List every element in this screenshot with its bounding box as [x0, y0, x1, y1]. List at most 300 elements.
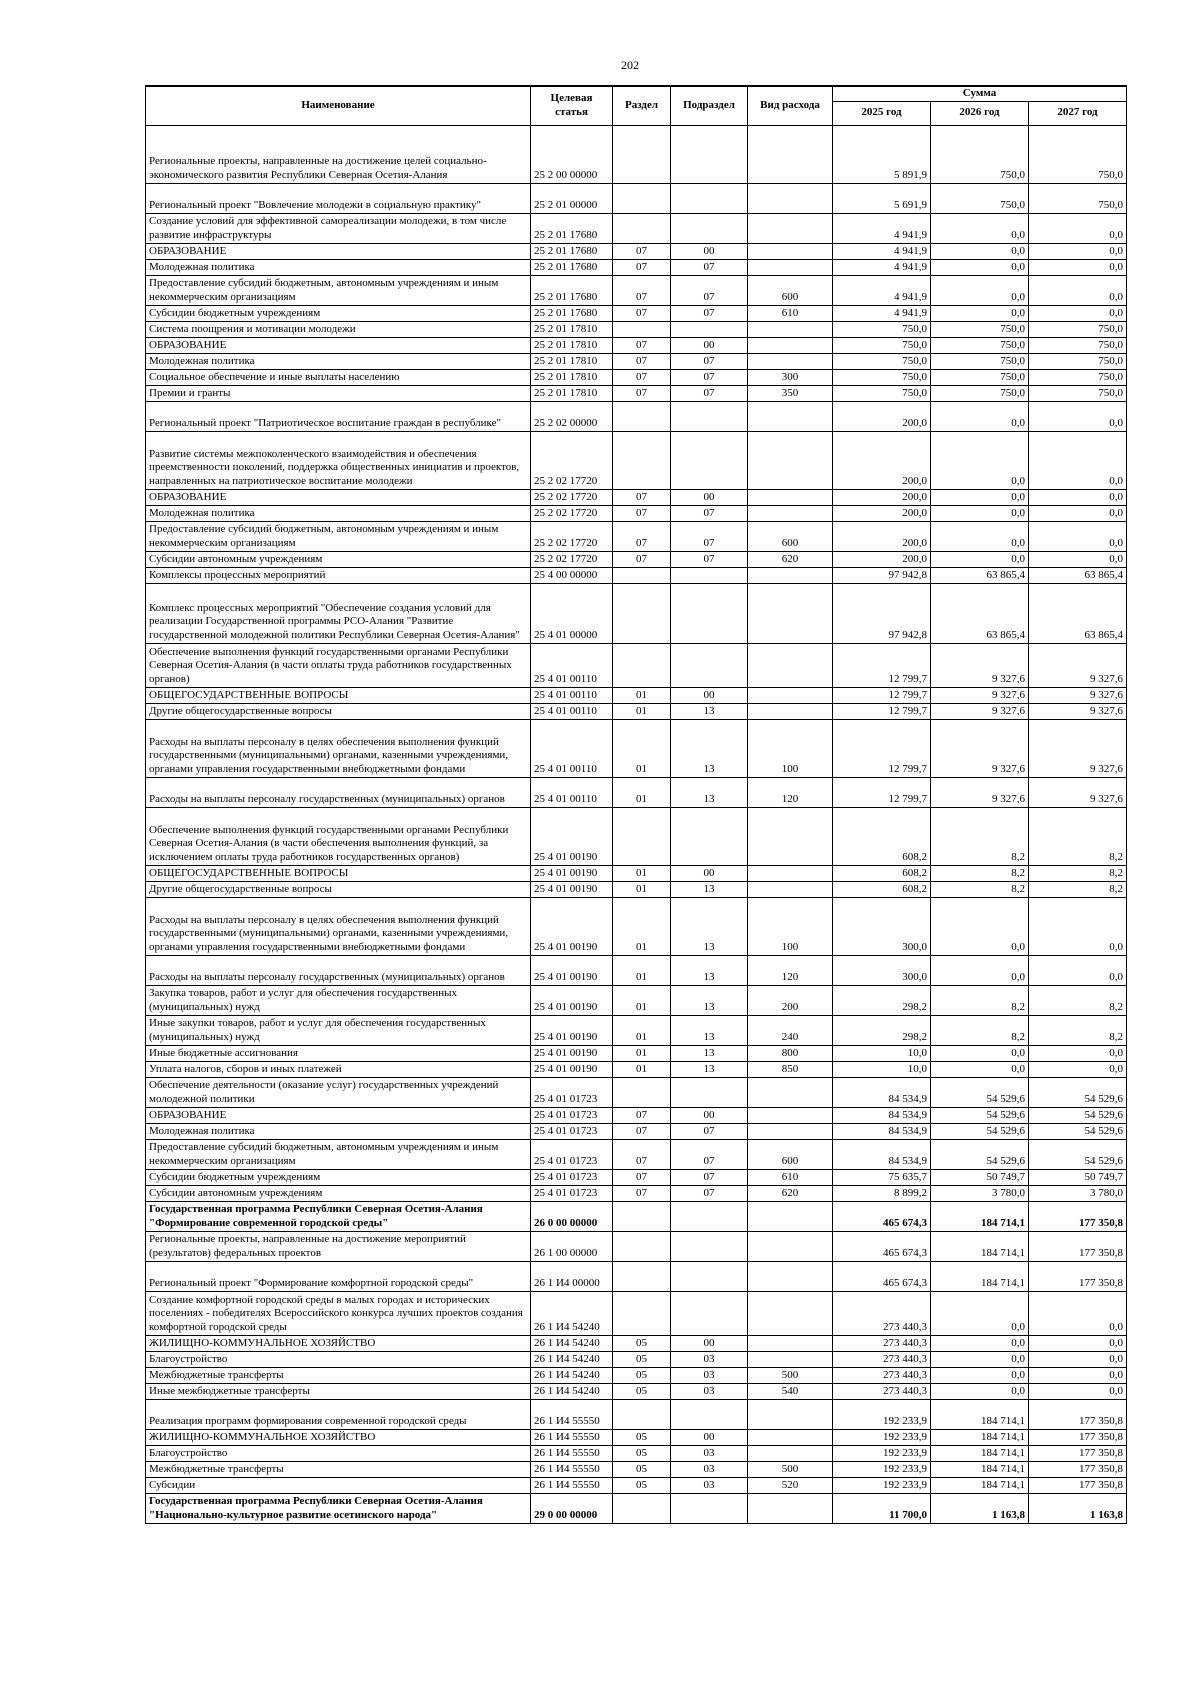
cell-amount-2025: 465 674,3	[833, 1201, 931, 1231]
cell-amount-2027: 0,0	[1029, 489, 1127, 505]
cell-subsection: 00	[671, 865, 748, 881]
cell-subsection: 13	[671, 777, 748, 807]
cell-amount-2025: 12 799,7	[833, 703, 931, 719]
cell-subsection	[671, 1399, 748, 1429]
cell-target-code: 26 1 И4 55550	[531, 1461, 613, 1477]
cell-expense-type: 500	[748, 1367, 833, 1383]
cell-target-code: 25 4 01 00190	[531, 1015, 613, 1045]
table-row	[146, 777, 1127, 807]
cell-name: Обеспечение выполнения функций государственными органами Республики Северная Осетия-Алания (в части обеспечения выполнения функций, за исключением оплаты труда работников государственных органов)	[146, 807, 531, 865]
cell-target-code: 25 4 00 00000	[531, 567, 613, 583]
cell-expense-type	[748, 1399, 833, 1429]
cell-name: Субсидии бюджетным учреждениям	[146, 305, 531, 321]
cell-section	[613, 401, 671, 431]
cell-amount-2026: 184 714,1	[931, 1231, 1029, 1261]
cell-amount-2025: 608,2	[833, 865, 931, 881]
cell-target-code: 25 2 01 17810	[531, 353, 613, 369]
cell-expense-type	[748, 1201, 833, 1231]
cell-subsection: 07	[671, 505, 748, 521]
cell-amount-2025: 75 635,7	[833, 1169, 931, 1185]
cell-expense-type	[748, 183, 833, 213]
cell-amount-2026: 184 714,1	[931, 1261, 1029, 1291]
table-row	[146, 505, 1127, 521]
cell-expense-type	[748, 243, 833, 259]
cell-expense-type	[748, 1231, 833, 1261]
cell-target-code: 25 4 01 00190	[531, 985, 613, 1015]
table-row	[146, 369, 1127, 385]
cell-amount-2026: 0,0	[931, 401, 1029, 431]
header-year-2026: 2026 год	[931, 101, 1029, 125]
cell-amount-2025: 97 942,8	[833, 583, 931, 643]
cell-amount-2026: 8,2	[931, 807, 1029, 865]
table-row	[146, 431, 1127, 489]
cell-subsection	[671, 213, 748, 243]
cell-amount-2027: 54 529,6	[1029, 1123, 1127, 1139]
cell-target-code: 25 4 01 00110	[531, 687, 613, 703]
table-row	[146, 881, 1127, 897]
header-target: Целевая статья	[531, 86, 613, 125]
cell-target-code: 26 1 И4 54240	[531, 1383, 613, 1399]
cell-amount-2026: 8,2	[931, 1015, 1029, 1045]
cell-amount-2027: 750,0	[1029, 337, 1127, 353]
cell-section: 01	[613, 1045, 671, 1061]
cell-amount-2026: 184 714,1	[931, 1399, 1029, 1429]
cell-amount-2026: 0,0	[931, 551, 1029, 567]
cell-name: Социальное обеспечение и иные выплаты населению	[146, 369, 531, 385]
cell-amount-2026: 0,0	[931, 431, 1029, 489]
cell-name: Региональные проекты, направленные на достижение мероприятий (результатов) федеральных проектов	[146, 1231, 531, 1261]
cell-target-code: 25 4 01 00000	[531, 583, 613, 643]
cell-expense-type	[748, 125, 833, 183]
cell-subsection	[671, 321, 748, 337]
cell-expense-type	[748, 1335, 833, 1351]
cell-subsection: 03	[671, 1351, 748, 1367]
cell-amount-2026: 9 327,6	[931, 703, 1029, 719]
cell-name: Другие общегосударственные вопросы	[146, 881, 531, 897]
cell-amount-2027: 0,0	[1029, 1367, 1127, 1383]
cell-amount-2026: 184 714,1	[931, 1477, 1029, 1493]
cell-amount-2027: 0,0	[1029, 431, 1127, 489]
cell-section: 01	[613, 1061, 671, 1077]
cell-subsection: 13	[671, 881, 748, 897]
cell-target-code: 25 4 01 01723	[531, 1139, 613, 1169]
cell-target-code: 26 1 И4 55550	[531, 1477, 613, 1493]
cell-amount-2025: 4 941,9	[833, 305, 931, 321]
cell-target-code: 26 1 И4 00000	[531, 1261, 613, 1291]
table-row	[146, 955, 1127, 985]
cell-amount-2027: 0,0	[1029, 243, 1127, 259]
cell-section	[613, 1077, 671, 1107]
cell-amount-2026: 1 163,8	[931, 1493, 1029, 1523]
cell-subsection	[671, 431, 748, 489]
cell-amount-2027: 8,2	[1029, 1015, 1127, 1045]
cell-amount-2025: 10,0	[833, 1061, 931, 1077]
cell-name: Региональный проект "Формирование комфортной городской среды"	[146, 1261, 531, 1291]
cell-amount-2027: 0,0	[1029, 521, 1127, 551]
table-row	[146, 643, 1127, 687]
cell-expense-type: 620	[748, 1185, 833, 1201]
cell-name: Закупка товаров, работ и услуг для обеспечения государственных (муниципальных) нужд	[146, 985, 531, 1015]
cell-target-code: 25 4 01 01723	[531, 1123, 613, 1139]
cell-amount-2027: 750,0	[1029, 369, 1127, 385]
cell-target-code: 25 4 01 00190	[531, 897, 613, 955]
cell-name: Расходы на выплаты персоналу в целях обеспечения выполнения функций государственными (муниципальными) органами, казенными учреждениями, органами управления государственными внебюджетными фондами	[146, 719, 531, 777]
cell-expense-type: 800	[748, 1045, 833, 1061]
cell-amount-2025: 273 440,3	[833, 1291, 931, 1335]
cell-amount-2027: 177 350,8	[1029, 1261, 1127, 1291]
cell-expense-type	[748, 1107, 833, 1123]
cell-amount-2027: 750,0	[1029, 183, 1127, 213]
cell-expense-type	[748, 259, 833, 275]
cell-section: 07	[613, 1123, 671, 1139]
cell-name: Региональный проект "Патриотическое воспитание граждан в республике"	[146, 401, 531, 431]
cell-amount-2027: 9 327,6	[1029, 703, 1127, 719]
cell-amount-2026: 9 327,6	[931, 777, 1029, 807]
table-row	[146, 401, 1127, 431]
table-row	[146, 985, 1127, 1015]
header-section: Раздел	[613, 86, 671, 125]
cell-expense-type: 850	[748, 1061, 833, 1077]
cell-section: 01	[613, 985, 671, 1015]
cell-section: 07	[613, 305, 671, 321]
cell-amount-2026: 184 714,1	[931, 1201, 1029, 1231]
cell-expense-type: 120	[748, 955, 833, 985]
cell-amount-2027: 9 327,6	[1029, 777, 1127, 807]
cell-amount-2026: 50 749,7	[931, 1169, 1029, 1185]
cell-name: Региональный проект "Вовлечение молодежи в социальную практику"	[146, 183, 531, 213]
cell-amount-2025: 10,0	[833, 1045, 931, 1061]
cell-amount-2026: 0,0	[931, 1351, 1029, 1367]
cell-name: Государственная программа Республики Северная Осетия-Алания "Национально-культурное развитие осетинского народа"	[146, 1493, 531, 1523]
cell-amount-2025: 200,0	[833, 505, 931, 521]
table-row	[146, 353, 1127, 369]
cell-name: Расходы на выплаты персоналу государственных (муниципальных) органов	[146, 777, 531, 807]
cell-expense-type: 120	[748, 777, 833, 807]
cell-amount-2025: 273 440,3	[833, 1351, 931, 1367]
cell-amount-2027: 54 529,6	[1029, 1077, 1127, 1107]
cell-amount-2026: 8,2	[931, 985, 1029, 1015]
cell-target-code: 25 2 01 17680	[531, 305, 613, 321]
cell-amount-2026: 0,0	[931, 259, 1029, 275]
cell-expense-type	[748, 505, 833, 521]
cell-target-code: 25 4 01 00110	[531, 719, 613, 777]
table-row	[146, 719, 1127, 777]
cell-target-code: 26 1 И4 55550	[531, 1445, 613, 1461]
cell-amount-2027: 0,0	[1029, 551, 1127, 567]
cell-amount-2026: 9 327,6	[931, 643, 1029, 687]
cell-target-code: 25 4 01 00190	[531, 807, 613, 865]
cell-name: ОБЩЕГОСУДАРСТВЕННЫЕ ВОПРОСЫ	[146, 687, 531, 703]
cell-expense-type	[748, 337, 833, 353]
cell-subsection: 07	[671, 551, 748, 567]
cell-amount-2026: 0,0	[931, 243, 1029, 259]
cell-section: 07	[613, 259, 671, 275]
header-name: Наименование	[146, 86, 531, 125]
cell-section	[613, 1261, 671, 1291]
cell-section: 05	[613, 1335, 671, 1351]
table-body	[146, 125, 1127, 1523]
cell-section: 01	[613, 687, 671, 703]
cell-amount-2025: 200,0	[833, 401, 931, 431]
cell-section: 05	[613, 1367, 671, 1383]
cell-amount-2026: 0,0	[931, 1061, 1029, 1077]
cell-amount-2027: 750,0	[1029, 321, 1127, 337]
table-row	[146, 243, 1127, 259]
cell-section	[613, 431, 671, 489]
cell-amount-2027: 0,0	[1029, 1351, 1127, 1367]
cell-subsection: 00	[671, 243, 748, 259]
cell-name: Молодежная политика	[146, 505, 531, 521]
cell-section	[613, 321, 671, 337]
cell-name: Комплекс процессных мероприятий "Обеспечение создания условий для реализации Государственной программы РСО-Алания "Развитие государственной молодежной политики Республики Северная Осетия-Алания"	[146, 583, 531, 643]
table-row	[146, 1045, 1127, 1061]
cell-expense-type	[748, 1261, 833, 1291]
cell-section: 01	[613, 1015, 671, 1045]
cell-subsection: 13	[671, 1045, 748, 1061]
cell-subsection	[671, 1493, 748, 1523]
cell-name: Обеспечение выполнения функций государственными органами Республики Северная Осетия-Алания (в части оплаты труда работников государственных органов)	[146, 643, 531, 687]
cell-subsection	[671, 1291, 748, 1335]
cell-section	[613, 583, 671, 643]
cell-expense-type	[748, 353, 833, 369]
cell-name: Комплексы процессных мероприятий	[146, 567, 531, 583]
cell-amount-2026: 0,0	[931, 505, 1029, 521]
budget-table	[145, 85, 1127, 1524]
cell-amount-2025: 608,2	[833, 881, 931, 897]
cell-expense-type	[748, 1077, 833, 1107]
cell-amount-2027: 177 350,8	[1029, 1429, 1127, 1445]
cell-section: 07	[613, 353, 671, 369]
cell-amount-2027: 0,0	[1029, 897, 1127, 955]
cell-amount-2025: 97 942,8	[833, 567, 931, 583]
cell-name: ОБРАЗОВАНИЕ	[146, 489, 531, 505]
table-row	[146, 1061, 1127, 1077]
cell-name: ЖИЛИЩНО-КОММУНАЛЬНОЕ ХОЗЯЙСТВО	[146, 1335, 531, 1351]
table-row	[146, 807, 1127, 865]
cell-amount-2027: 177 350,8	[1029, 1231, 1127, 1261]
cell-section: 01	[613, 955, 671, 985]
table-row	[146, 275, 1127, 305]
cell-amount-2026: 0,0	[931, 305, 1029, 321]
cell-subsection: 07	[671, 353, 748, 369]
cell-amount-2027: 54 529,6	[1029, 1107, 1127, 1123]
cell-name: Уплата налогов, сборов и иных платежей	[146, 1061, 531, 1077]
cell-amount-2027: 50 749,7	[1029, 1169, 1127, 1185]
cell-amount-2025: 84 534,9	[833, 1107, 931, 1123]
cell-amount-2027: 750,0	[1029, 385, 1127, 401]
cell-target-code: 25 2 01 17810	[531, 337, 613, 353]
table-row	[146, 687, 1127, 703]
cell-section	[613, 1231, 671, 1261]
cell-expense-type	[748, 1429, 833, 1445]
cell-section: 05	[613, 1429, 671, 1445]
cell-subsection	[671, 807, 748, 865]
cell-amount-2026: 63 865,4	[931, 567, 1029, 583]
cell-expense-type: 200	[748, 985, 833, 1015]
cell-amount-2026: 0,0	[931, 213, 1029, 243]
cell-section: 07	[613, 1169, 671, 1185]
table-row	[146, 1169, 1127, 1185]
cell-subsection: 07	[671, 1123, 748, 1139]
cell-target-code: 25 2 01 17680	[531, 259, 613, 275]
cell-name: ОБРАЗОВАНИЕ	[146, 337, 531, 353]
cell-amount-2026: 9 327,6	[931, 719, 1029, 777]
table-row	[146, 1185, 1127, 1201]
table-row	[146, 385, 1127, 401]
cell-amount-2025: 465 674,3	[833, 1231, 931, 1261]
cell-section: 07	[613, 275, 671, 305]
cell-amount-2025: 750,0	[833, 337, 931, 353]
cell-section	[613, 1291, 671, 1335]
cell-amount-2025: 4 941,9	[833, 243, 931, 259]
cell-subsection: 07	[671, 259, 748, 275]
cell-name: Иные закупки товаров, работ и услуг для обеспечения государственных (муниципальных) нужд	[146, 1015, 531, 1045]
cell-amount-2025: 84 534,9	[833, 1077, 931, 1107]
cell-name: Премии и гранты	[146, 385, 531, 401]
cell-expense-type	[748, 401, 833, 431]
cell-expense-type: 500	[748, 1461, 833, 1477]
cell-amount-2027: 9 327,6	[1029, 719, 1127, 777]
cell-target-code: 26 1 И4 54240	[531, 1367, 613, 1383]
cell-name: Молодежная политика	[146, 353, 531, 369]
cell-section: 07	[613, 1107, 671, 1123]
cell-amount-2027: 63 865,4	[1029, 567, 1127, 583]
table-row	[146, 1291, 1127, 1335]
table-row	[146, 1139, 1127, 1169]
cell-amount-2027: 177 350,8	[1029, 1477, 1127, 1493]
cell-name: Расходы на выплаты персоналу государственных (муниципальных) органов	[146, 955, 531, 985]
table-row	[146, 321, 1127, 337]
cell-subsection	[671, 401, 748, 431]
cell-subsection: 07	[671, 369, 748, 385]
cell-amount-2027: 8,2	[1029, 881, 1127, 897]
cell-expense-type: 240	[748, 1015, 833, 1045]
cell-name: ОБЩЕГОСУДАРСТВЕННЫЕ ВОПРОСЫ	[146, 865, 531, 881]
cell-amount-2025: 5 891,9	[833, 125, 931, 183]
cell-target-code: 25 2 01 17680	[531, 243, 613, 259]
cell-name: Расходы на выплаты персоналу в целях обеспечения выполнения функций государственными (муниципальными) органами, казенными учреждениями, органами управления государственными внебюджетными фондами	[146, 897, 531, 955]
cell-amount-2026: 0,0	[931, 1383, 1029, 1399]
table-row	[146, 1077, 1127, 1107]
cell-amount-2026: 750,0	[931, 125, 1029, 183]
cell-amount-2025: 192 233,9	[833, 1429, 931, 1445]
cell-amount-2025: 750,0	[833, 369, 931, 385]
cell-amount-2027: 0,0	[1029, 505, 1127, 521]
cell-name: Благоустройство	[146, 1351, 531, 1367]
cell-section: 07	[613, 385, 671, 401]
cell-target-code: 25 4 01 01723	[531, 1077, 613, 1107]
cell-section: 05	[613, 1477, 671, 1493]
header-sum: Сумма	[833, 86, 1127, 101]
cell-subsection: 13	[671, 719, 748, 777]
cell-expense-type: 620	[748, 551, 833, 567]
cell-amount-2027: 0,0	[1029, 401, 1127, 431]
cell-amount-2026: 8,2	[931, 881, 1029, 897]
cell-amount-2025: 300,0	[833, 897, 931, 955]
cell-subsection: 13	[671, 703, 748, 719]
table-row	[146, 865, 1127, 881]
cell-amount-2025: 200,0	[833, 551, 931, 567]
cell-expense-type	[748, 643, 833, 687]
cell-amount-2025: 298,2	[833, 985, 931, 1015]
cell-name: Благоустройство	[146, 1445, 531, 1461]
cell-section: 01	[613, 777, 671, 807]
cell-amount-2025: 200,0	[833, 431, 931, 489]
cell-subsection: 07	[671, 1185, 748, 1201]
cell-subsection	[671, 567, 748, 583]
table-row	[146, 897, 1127, 955]
cell-section	[613, 125, 671, 183]
cell-amount-2025: 300,0	[833, 955, 931, 985]
cell-amount-2025: 200,0	[833, 521, 931, 551]
cell-expense-type: 600	[748, 275, 833, 305]
cell-target-code: 25 2 02 17720	[531, 521, 613, 551]
cell-amount-2025: 84 534,9	[833, 1139, 931, 1169]
cell-amount-2027: 0,0	[1029, 275, 1127, 305]
cell-section	[613, 213, 671, 243]
cell-amount-2027: 177 350,8	[1029, 1399, 1127, 1429]
table-row	[146, 1335, 1127, 1351]
cell-amount-2026: 750,0	[931, 183, 1029, 213]
cell-target-code: 25 4 01 00110	[531, 777, 613, 807]
cell-target-code: 25 2 02 17720	[531, 505, 613, 521]
cell-target-code: 25 4 01 00110	[531, 703, 613, 719]
cell-amount-2026: 0,0	[931, 1335, 1029, 1351]
cell-subsection	[671, 125, 748, 183]
cell-name: Субсидии	[146, 1477, 531, 1493]
cell-amount-2027: 0,0	[1029, 259, 1127, 275]
cell-subsection: 07	[671, 275, 748, 305]
cell-section	[613, 643, 671, 687]
cell-expense-type	[748, 1493, 833, 1523]
cell-expense-type	[748, 687, 833, 703]
cell-section: 01	[613, 897, 671, 955]
cell-target-code: 25 2 01 17680	[531, 213, 613, 243]
cell-section: 05	[613, 1383, 671, 1399]
cell-subsection: 00	[671, 489, 748, 505]
cell-subsection	[671, 643, 748, 687]
cell-amount-2025: 12 799,7	[833, 777, 931, 807]
cell-subsection: 13	[671, 955, 748, 985]
cell-name: Субсидии автономным учреждениям	[146, 551, 531, 567]
cell-expense-type: 610	[748, 305, 833, 321]
cell-amount-2027: 63 865,4	[1029, 583, 1127, 643]
header-subsection: Подраздел	[671, 86, 748, 125]
cell-amount-2025: 192 233,9	[833, 1445, 931, 1461]
cell-amount-2027: 0,0	[1029, 955, 1127, 985]
cell-amount-2027: 0,0	[1029, 213, 1127, 243]
cell-target-code: 25 4 01 01723	[531, 1169, 613, 1185]
cell-section: 05	[613, 1461, 671, 1477]
cell-amount-2027: 177 350,8	[1029, 1445, 1127, 1461]
cell-amount-2027: 0,0	[1029, 305, 1127, 321]
cell-amount-2025: 8 899,2	[833, 1185, 931, 1201]
cell-subsection: 00	[671, 687, 748, 703]
cell-section: 07	[613, 505, 671, 521]
cell-expense-type: 600	[748, 521, 833, 551]
cell-section	[613, 1493, 671, 1523]
cell-subsection: 00	[671, 1429, 748, 1445]
table-row	[146, 337, 1127, 353]
cell-target-code: 25 2 02 17720	[531, 489, 613, 505]
cell-amount-2025: 12 799,7	[833, 719, 931, 777]
cell-amount-2025: 192 233,9	[833, 1477, 931, 1493]
cell-amount-2027: 0,0	[1029, 1045, 1127, 1061]
cell-expense-type: 520	[748, 1477, 833, 1493]
cell-amount-2025: 750,0	[833, 353, 931, 369]
cell-name: Другие общегосударственные вопросы	[146, 703, 531, 719]
cell-subsection	[671, 183, 748, 213]
